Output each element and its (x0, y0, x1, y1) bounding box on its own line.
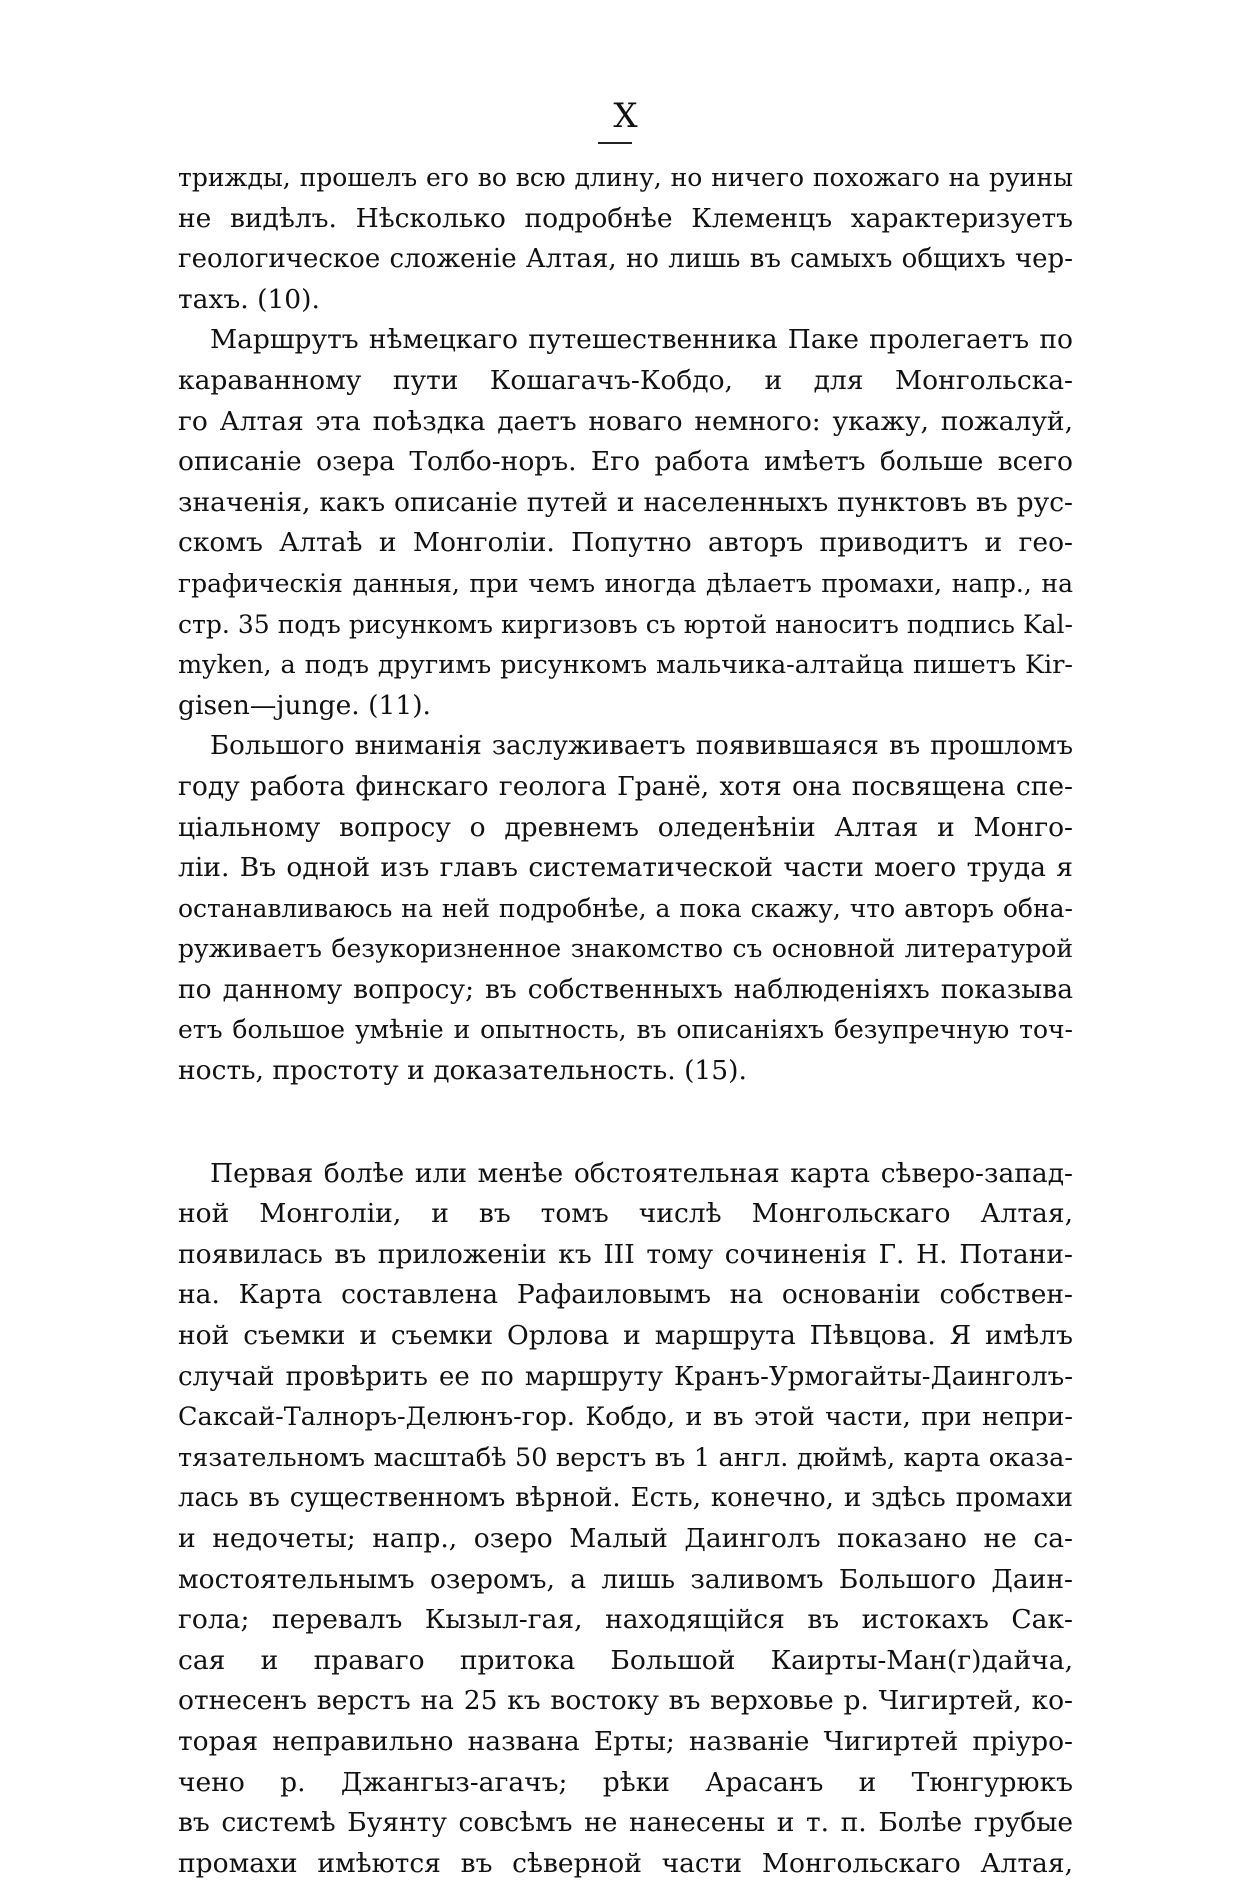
text-line: графическія данныя, при чемъ иногда дѣлаетъ промахи, напр., на (178, 568, 1073, 598)
document-page (178, 96, 1073, 1884)
text-line: ной съемки и съемки Орлова и маршрута Пѣвцова. Я имѣлъ (178, 1320, 1073, 1352)
text-line: мостоятельнымъ озеромъ, а лишь заливомъ Большого Даин- (178, 1563, 1073, 1595)
text-line: отнесенъ верстъ на 25 къ востоку въ верховье р. Чигиртей, ко- (178, 1685, 1073, 1717)
page-number-underline (598, 142, 632, 144)
text-line: тахъ. (10). (178, 283, 320, 315)
paragraph-2 (178, 320, 1073, 726)
text-line: гола; перевалъ Кызыл-гая, находящійся въ истокахъ Сак- (178, 1604, 1073, 1636)
paragraph-3 (178, 726, 1073, 1091)
paragraph-1 (178, 158, 1073, 320)
text-line: случай провѣрить ее по маршруту Кранъ-Урмогайты-Даинголъ- (178, 1361, 1073, 1392)
text-line: году работа финскаго геолога Гранё, хотя она посвящена спе- (178, 770, 1073, 802)
text-line: на. Карта составлена Рафаиловымъ на основаніи собствен- (178, 1279, 1073, 1311)
text-line: стр. 35 подъ рисункомъ киргизовъ съ юртой наноситъ подпись Kal- (178, 609, 1073, 639)
text-line: трижды, прошелъ его во всю длину, но ничего похожаго на руины (178, 163, 1073, 192)
text-line: чено р. Джангыз-агачъ; рѣки Арасанъ и Тюнгурюкъ (178, 1766, 1073, 1798)
text-line: скомъ Алтаѣ и Монголіи. Попутно авторъ приводитъ и гео- (178, 527, 1073, 559)
text-line: го Алтая эта поѣздка даетъ новаго немного: укажу, пожалуй, (178, 405, 1073, 437)
text-line: Большого вниманія заслуживаетъ появившаяся въ прошломъ (210, 731, 1073, 762)
text-line: ной Монголіи, и въ томъ числѣ Монгольскаго Алтая, (178, 1198, 1073, 1230)
text-line: myken, а подъ другимъ рисункомъ мальчика-алтайца пишетъ Kir- (178, 650, 1073, 681)
text-line: промахи имѣются въ сѣверной части Монгольскаго Алтая, (178, 1847, 1073, 1879)
text-line: Маршрутъ нѣмецкаго путешественника Паке пролегаетъ по (210, 324, 1073, 356)
text-line: и недочеты; напр., озеро Малый Даинголъ показано не са- (178, 1523, 1073, 1554)
page-number (178, 96, 1073, 138)
text-line: торая неправильно названа Ерты; названіе Чигиртей пріуро- (178, 1725, 1073, 1757)
text-line: Саксай-Талноръ-Делюнъ-гор. Кобдо, и въ этой части, при непри- (178, 1402, 1073, 1433)
text-line: ціальному вопросу о древнемъ оледенѣніи Алтая и Монго- (178, 811, 1073, 843)
text-line: значенія, какъ описаніе путей и населенныхъ пунктовъ въ рус- (178, 486, 1073, 518)
text-line: въ системѣ Буянту совсѣмъ не нанесены и т. п. Болѣе грубые (178, 1807, 1073, 1839)
page-number-text: X (613, 96, 638, 136)
text-line: ность, простоту и доказательность. (15). (178, 1055, 747, 1087)
text-line: появилась въ приложеніи къ III тому сочиненія Г. Н. Потани- (178, 1238, 1073, 1270)
text-line: руживаетъ безукоризненное знакомство съ основной литературой (178, 934, 1073, 964)
text-line: лась въ существенномъ вѣрной. Есть, конечно, и здѣсь промахи (178, 1483, 1073, 1514)
text-line: gisen—junge. (11). (178, 689, 431, 721)
paragraph-4 (178, 1154, 1073, 1884)
text-line: тязательномъ масштабѣ 50 верстъ въ 1 англ. дюймѣ, карта оказа- (178, 1442, 1073, 1473)
text-line: караванному пути Кошагачъ-Кобдо, и для Монгольска- (178, 364, 1073, 396)
text-line: Первая болѣе или менѣе обстоятельная карта сѣверо-запад- (210, 1157, 1073, 1189)
text-line: по данному вопросу; въ собственныхъ наблюденіяхъ показыва (178, 973, 1073, 1005)
text-line: етъ большое умѣніе и опытность, въ описаніяхъ безупречную точ- (178, 1015, 1073, 1045)
text-line: геологическое сложеніе Алтая, но лишь въ самыхъ общихъ чер- (178, 244, 1073, 275)
text-line: ліи. Въ одной изъ главъ систематической части моего труда я (178, 852, 1073, 884)
text-line: сая и праваго притока Большой Каирты-Ман(г)дайча, (178, 1644, 1073, 1676)
text-line: не видѣлъ. Нѣсколько подробнѣе Клеменцъ характеризуетъ (178, 202, 1073, 234)
text-line: описаніе озера Толбо-норъ. Его работа имѣетъ больше всего (178, 446, 1073, 478)
text-line: останавливаюсь на ней подробнѣе, а пока скажу, что авторъ обна- (178, 893, 1073, 923)
